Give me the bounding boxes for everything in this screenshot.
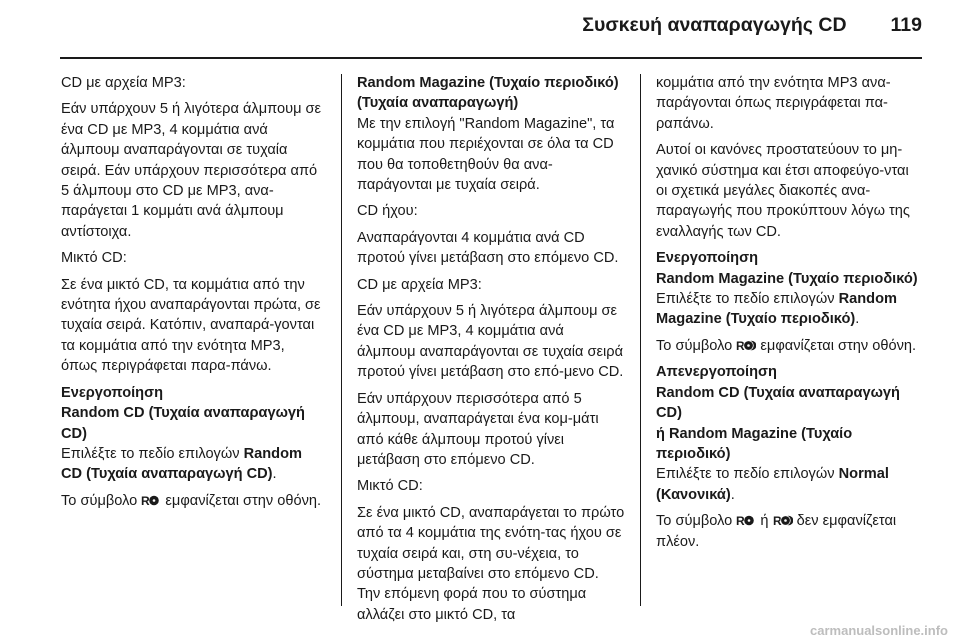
watermark: carmanualsonline.info xyxy=(810,623,948,638)
paragraph: Εάν υπάρχουν 5 ή λιγότερα άλμπουμ σε ένα CD με MP3, 4 κομμάτια ανά άλμπουμ αναπαράγονται σε τυχαία σειρά προτού γίνει μετάβαση στο επό-μενο CD. xyxy=(357,303,624,381)
header-rule xyxy=(60,57,922,59)
column-1 xyxy=(61,73,323,517)
paragraph: Μικτό CD: xyxy=(357,478,423,495)
paragraph: CD με αρχεία MP3: xyxy=(61,75,186,91)
paragraph: Αυτοί οι κανόνες προστατεύουν το μη-χανικό σύστημα και έτσι αποφεύγο-νται οι σχετικά μεγάλες διακοπές ανα-παραγωγής που προκύπτουν λόγω της εναλλαγής των CD. xyxy=(656,142,910,240)
paragraph: Σε ένα μικτό CD, αναπαράγεται το πρώτο από τα 4 κομμάτια της ενότη-τας ήχου σε τυχαία σειρά και, στη συ-νέχεια, το σύστημα μεταβαίνει στο επόμενο CD. Την επόμενη φορά που το σύστημα αλλάζει στο μικτό CD, τα xyxy=(357,504,625,623)
paragraph: Με την επιλογή "Random Magazine", τα κομμάτια που περιέχονται σε όλα τα CD που θα τοποθετηθούν θα ανα-παράγονται με τυχαία σειρά. xyxy=(357,115,615,194)
instruction-text: Επιλέξτε το πεδίο επιλογών Random Magazine (Τυχαίο περιοδικό). xyxy=(656,291,897,328)
section-subheading: ή Random Magazine (Τυχαίο περιοδικό) xyxy=(656,425,853,462)
symbol-text: Το σύμβολο εμφανίζεται στην οθόνη. xyxy=(656,337,917,354)
symbol-text: Το σύμβολο εμφανίζεται στην οθόνη. xyxy=(61,492,322,509)
page-title: Συσκευή αναπαραγωγής CD xyxy=(582,14,847,36)
random-cd-icon xyxy=(141,493,161,507)
section-subheading: Random Magazine (Τυχαίο περιοδικό) xyxy=(656,270,918,287)
paragraph: Εάν υπάρχουν 5 ή λιγότερα άλμπουμ σε ένα CD με MP3, 4 κομμάτια ανά άλμπουμ αναπαράγονται σε τυχαία σειρά. Εάν υπάρχουν περισσότερα από 5 άλμπουμ στο CD με MP3, ανα-παράγεται 1 κομμάτι ανά άλμπουμ αντίστοιχα. xyxy=(61,101,322,240)
paragraph: Εάν υπάρχουν περισσότερα από 5 άλμπουμ, αναπαράγεται ένα κομ-μάτι από κάθε άλμπουμ προτού γίνει μετάβαση στο επόμενο CD. xyxy=(357,390,599,468)
symbol-text: Το σύμβολο ή δεν εμφανίζεται πλέον. xyxy=(656,513,897,550)
column-divider xyxy=(341,74,342,606)
random-cd-icon xyxy=(736,513,756,527)
paragraph: Αναπαράγονται 4 κομμάτια ανά CD προτού γίνει μετάβαση στο επόμενο CD. xyxy=(357,229,619,267)
section-heading: Random Magazine (Τυχαίο περιοδικό) (Τυχαία αναπαραγωγή) xyxy=(357,75,619,112)
instruction-text: Επιλέξτε το πεδίο επιλογών Normal (Κανονικά). xyxy=(656,466,889,503)
page-header xyxy=(582,14,922,37)
instruction-text: Επιλέξτε το πεδίο επιλογών Random CD (Τυχαία αναπαραγωγή CD). xyxy=(61,445,302,483)
page-number: 119 xyxy=(890,14,922,36)
paragraph: Μικτό CD: xyxy=(61,250,127,267)
paragraph: CD ήχου: xyxy=(357,203,418,220)
section-heading: Απενεργοποίηση xyxy=(656,364,777,381)
section-subheading: Random CD (Τυχαία αναπαραγωγή CD) xyxy=(656,384,900,422)
paragraph: CD με αρχεία MP3: xyxy=(357,276,482,293)
column-2 xyxy=(357,73,625,631)
random-magazine-icon xyxy=(773,513,793,527)
section-heading: Ενεργοποίηση xyxy=(656,250,758,267)
column-divider xyxy=(640,74,641,606)
section-subheading: Random CD (Τυχαία αναπαραγωγή CD) xyxy=(61,405,305,442)
column-3 xyxy=(656,73,924,558)
random-magazine-icon xyxy=(736,338,756,352)
paragraph: κομμάτια από την ενότητα MP3 ανα-παράγονται όπως περιγράφεται πα-ραπάνω. xyxy=(656,75,891,132)
section-heading: Ενεργοποίηση xyxy=(61,384,163,401)
paragraph: Σε ένα μικτό CD, τα κομμάτια από την ενότητα ήχου αναπαράγονται πρώτα, σε τυχαία σειρά. Κατόπιν, αναπαρά-γονται τα κομμάτια από την ενότητα MP3, όπως περιγράφεται παρα-πάνω. xyxy=(61,276,321,375)
